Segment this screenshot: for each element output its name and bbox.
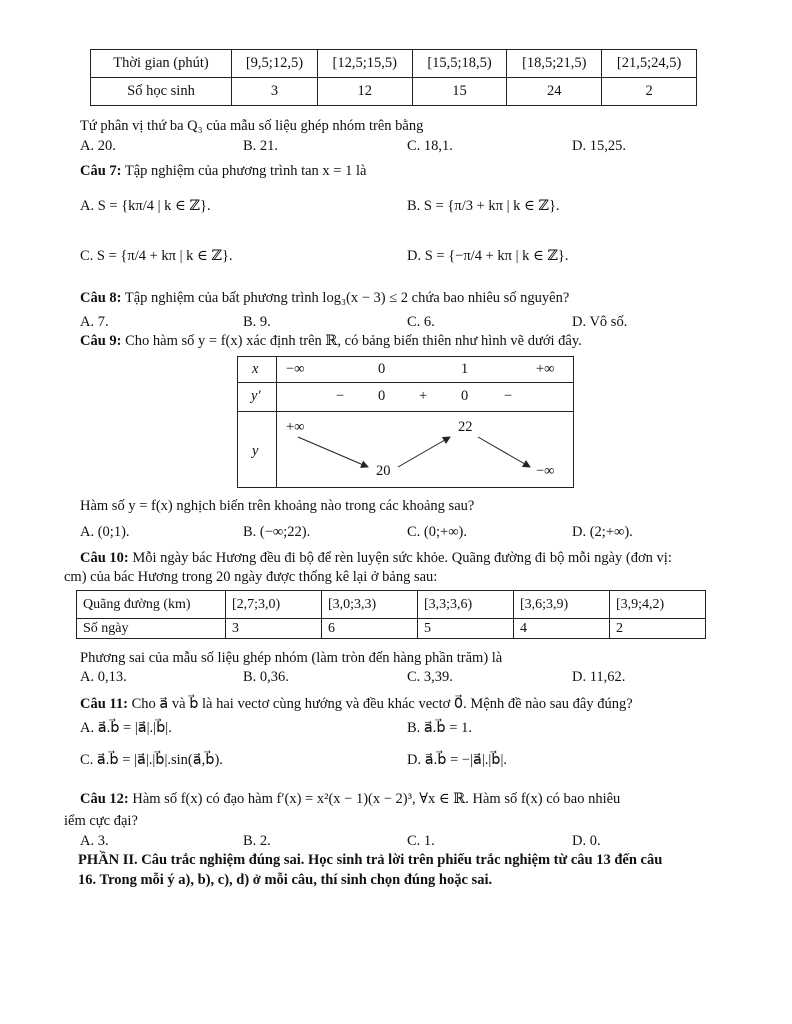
q11-option-b[interactable]: B. a⃗.b⃗ = 1.	[407, 720, 472, 736]
table-cell: 5	[418, 619, 514, 639]
q8-option-a[interactable]: A. 7.	[80, 314, 109, 330]
vt-x-label: x	[252, 361, 259, 377]
vt-y-value: −∞	[536, 463, 555, 479]
q12-option-d[interactable]: D. 0.	[572, 833, 601, 849]
q9-option-d[interactable]: D. (2;+∞).	[572, 524, 633, 540]
vt-yp-sign: 0	[378, 388, 386, 404]
table-cell: Số học sinh	[91, 78, 232, 106]
q9-question: Hàm số y = f(x) nghịch biến trên khoảng nào trong các khoảng sau?	[80, 498, 475, 514]
q12-option-c[interactable]: C. 1.	[407, 833, 435, 849]
table-row	[91, 78, 697, 106]
vt-yp-sign: 0	[461, 388, 469, 404]
decreasing-arrow	[478, 437, 530, 467]
table-cell: [3,6;3,9)	[514, 591, 610, 619]
table-cell: 24	[507, 78, 602, 106]
table-cell: 15	[412, 78, 507, 106]
vt-y-value: 22	[458, 419, 473, 435]
part2-text1: Học sinh trả lời trên phiếu trắc nghiệm từ câu 13 đến câu	[304, 852, 663, 868]
table-cell: 2	[602, 78, 697, 106]
q6-option-b[interactable]: B. 21.	[243, 138, 279, 154]
q10-line1	[80, 550, 672, 567]
q9-option-c[interactable]: C. (0;+∞).	[407, 524, 467, 540]
vt-x-value: +∞	[536, 361, 555, 377]
frequency-table-distance	[76, 590, 706, 639]
frequency-table-time	[90, 49, 697, 106]
q8-option-d[interactable]: D. Vô số.	[572, 314, 628, 330]
part2-title: PHẦN II. Câu trắc nghiệm đúng sai.	[78, 852, 305, 868]
q9-option-b[interactable]: B. (−∞;22).	[243, 524, 311, 540]
q12-stem1: Hàm số f(x) có đạo hàm f′(x) = x²(x − 1)(x − 2)³, ∀x ∈ ℝ. Hàm số f(x) có bao nhiêu	[132, 791, 621, 807]
q12-option-b[interactable]: B. 2.	[243, 833, 271, 849]
table-row	[77, 619, 706, 639]
q9-option-a[interactable]: A. (0;1).	[80, 524, 130, 540]
q6-option-d[interactable]: D. 15,25.	[572, 138, 626, 154]
vt-y-value: +∞	[286, 419, 305, 435]
table-cell: [3,9;4,2)	[610, 591, 706, 619]
vt-y-label: y	[252, 443, 259, 459]
part2-line1	[78, 852, 662, 869]
q12-stem2: iểm cực đại?	[64, 813, 138, 829]
q9-stem: Cho hàm số y = f(x) xác định trên ℝ, có bảng biến thiên như hình vẽ dưới đây.	[125, 333, 582, 349]
table-cell: Quãng đường (km)	[77, 591, 226, 619]
q6-option-c[interactable]: C. 18,1.	[407, 138, 453, 154]
vt-yp-label: y′	[251, 388, 261, 404]
q10-option-d[interactable]: D. 11,62.	[572, 669, 626, 685]
q11-option-c[interactable]: C. a⃗.b⃗ = |a⃗|.|b⃗|.sin(a⃗,b⃗).	[80, 752, 223, 768]
q8-option-c[interactable]: C. 6.	[407, 314, 435, 330]
q7-line	[80, 163, 366, 180]
table-cell: [9,5;12,5)	[232, 50, 318, 78]
vt-x-value: 0	[378, 361, 386, 377]
table-cell: 4	[514, 619, 610, 639]
vt-x-value: 1	[461, 361, 469, 377]
variation-table	[237, 356, 574, 488]
q10-option-b[interactable]: B. 0,36.	[243, 669, 289, 685]
q7-option-c[interactable]: C. S = {π/4 + kπ | k ∈ ℤ}.	[80, 248, 233, 264]
q6-stem: Tứ phân vị thứ ba Q₃ của mẫu số liệu ghép nhóm trên bằng	[80, 118, 424, 134]
table-cell: [21,5;24,5)	[602, 50, 697, 78]
q11-option-d[interactable]: D. a⃗.b⃗ = −|a⃗|.|b⃗|.	[407, 752, 507, 768]
q6-option-a[interactable]: A. 20.	[80, 138, 116, 154]
table-cell: 2	[610, 619, 706, 639]
q7-label: Câu 7:	[80, 163, 122, 179]
vt-arrows	[238, 357, 573, 487]
q12-option-a[interactable]: A. 3.	[80, 833, 109, 849]
q8-option-b[interactable]: B. 9.	[243, 314, 271, 330]
table-cell: [3,0;3,3)	[322, 591, 418, 619]
table-cell: 6	[322, 619, 418, 639]
q12-line1	[80, 791, 620, 808]
q11-label: Câu 11:	[80, 696, 128, 712]
vt-yp-sign: −	[504, 388, 513, 404]
q9-line	[80, 333, 582, 350]
table-cell: [18,5;21,5)	[507, 50, 602, 78]
table-header-row	[91, 50, 697, 78]
q10-stem1: Mỗi ngày bác Hương đều đi bộ để rèn luyện sức khỏe. Quãng đường đi bộ mỗi ngày (đơn vị:	[132, 550, 672, 566]
q11-line	[80, 696, 633, 713]
q10-question: Phương sai của mẫu số liệu ghép nhóm (làm tròn đến hàng phần trăm) là	[80, 650, 503, 666]
table-cell: 3	[232, 78, 318, 106]
vt-y-value: 20	[376, 463, 391, 479]
q12-label: Câu 12:	[80, 791, 129, 807]
q7-option-b[interactable]: B. S = {π/3 + kπ | k ∈ ℤ}.	[407, 198, 560, 214]
part2-text2: 16. Trong mỗi ý a), b), c), d) ở mỗi câu, thí sinh chọn đúng hoặc sai.	[78, 872, 493, 888]
q8-label: Câu 8:	[80, 290, 122, 306]
q10-option-c[interactable]: C. 3,39.	[407, 669, 453, 685]
table-cell: 12	[317, 78, 412, 106]
table-cell: [3,3;3,6)	[418, 591, 514, 619]
vt-yp-sign: −	[336, 388, 345, 404]
q7-stem: Tập nghiệm của phương trình tan x = 1 là	[124, 163, 367, 179]
table-header-row	[77, 591, 706, 619]
decreasing-arrow	[298, 437, 368, 467]
table-cell: [15,5;18,5)	[412, 50, 507, 78]
q7-option-d[interactable]: D. S = {−π/4 + kπ | k ∈ ℤ}.	[407, 248, 569, 264]
q7-option-a[interactable]: A. S = {kπ/4 | k ∈ ℤ}.	[80, 198, 211, 214]
q11-option-a[interactable]: A. a⃗.b⃗ = |a⃗|.|b⃗|.	[80, 720, 172, 736]
table-cell: Số ngày	[77, 619, 226, 639]
vt-yp-sign: +	[419, 388, 428, 404]
table-cell: Thời gian (phút)	[91, 50, 232, 78]
q9-label: Câu 9:	[80, 333, 122, 349]
increasing-arrow	[398, 437, 450, 467]
table-cell: 3	[226, 619, 322, 639]
q10-stem2: cm) của bác Hương trong 20 ngày được thống kê lại ở bảng sau:	[64, 569, 438, 585]
table-cell: [2,7;3,0)	[226, 591, 322, 619]
q10-option-a[interactable]: A. 0,13.	[80, 669, 127, 685]
vt-x-value: −∞	[286, 361, 305, 377]
q10-label: Câu 10:	[80, 550, 129, 566]
table-cell: [12,5;15,5)	[317, 50, 412, 78]
q11-stem: Cho a⃗ và b⃗ là hai vectơ cùng hướng và đều khác vectơ 0⃗. Mệnh đề nào sau đây đúng?	[131, 696, 633, 712]
q8-line	[80, 290, 569, 307]
q8-stem: Tập nghiệm của bất phương trình log₃(x − 3) ≤ 2 chứa bao nhiêu số nguyên?	[124, 290, 570, 306]
